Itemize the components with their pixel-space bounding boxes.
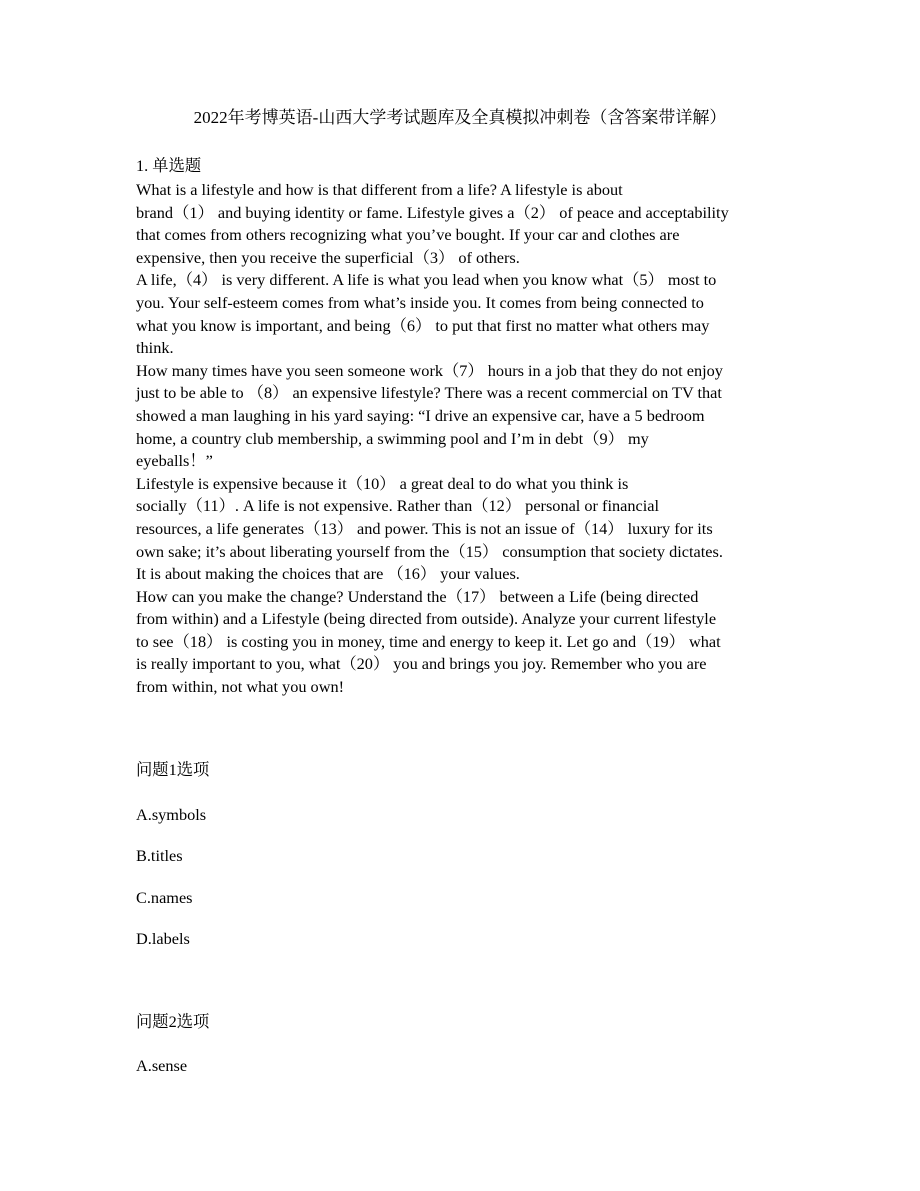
passage-line: just to be able to （8） an expensive lifestyle? There was a recent commercial on TV that [136, 383, 722, 403]
option-a: A.symbols [136, 805, 207, 824]
passage-line: brand（1） and buying identity or fame. Lifestyle gives a（2） of peace and acceptability [136, 202, 729, 222]
passage-line: to see（18） is costing you in money, time and energy to keep it. Let go and（19） what [136, 631, 721, 651]
passage-line: How can you make the change? Understand the（17） between a Life (being directed [136, 586, 699, 606]
passage-line: own sake; it’s about liberating yourself from the（15） consumption that society dictates. [136, 541, 723, 561]
passage-line: resources, a life generates（13） and power. This is not an issue of（14） luxury for its [136, 518, 713, 538]
passage-line: socially（11）. A life is not expensive. Rather than（12） personal or financial [136, 496, 659, 516]
sub-question-1-label: 问题1选项 [136, 760, 210, 779]
document-title: 2022年考博英语-山西大学考试题库及全真模拟冲刺卷（含答案带详解） [193, 108, 727, 127]
option-a: A.sense [136, 1056, 188, 1075]
option-d: D.labels [136, 929, 190, 948]
sub-question-2-label: 问题2选项 [136, 1012, 210, 1031]
passage-line: home, a country club membership, a swimming pool and I’m in debt（9） my [136, 428, 649, 448]
question-block [136, 153, 796, 699]
passage-line: showed a man laughing in his yard saying: “I drive an expensive car, have a 5 bedroom [136, 405, 705, 425]
passage-line: what you know is important, and being（6） to put that first no matter what others may [136, 315, 710, 335]
passage-line: It is about making the choices that are （16） your values. [136, 564, 520, 584]
passage-line: What is a lifestyle and how is that different from a life? A lifestyle is about [136, 180, 623, 199]
passage-line: expensive, then you receive the superficial（3） of others. [136, 247, 520, 267]
passage-line: you. Your self-esteem comes from what’s inside you. It comes from being connected to [136, 292, 704, 312]
passage-line: How many times have you seen someone work（7） hours in a job that they do not enjoy [136, 360, 723, 380]
passage-line: Lifestyle is expensive because it（10） a great deal to do what you think is [136, 473, 629, 493]
passage-line: think. [136, 338, 174, 358]
option-c: C.names [136, 888, 193, 907]
option-b: B.titles [136, 846, 183, 865]
passage-line: that comes from others recognizing what you’ve bought. If your car and clothes are [136, 225, 680, 245]
passage-line: is really important to you, what（20） you and brings you joy. Remember who you are [136, 654, 707, 674]
passage-line: A life,（4） is very different. A life is what you lead when you know what（5） most to [136, 270, 717, 290]
passage-line: from within, not what you own! [136, 677, 345, 697]
question-number: 1. 单选题 [136, 156, 202, 175]
passage-line: eyeballs！” [136, 451, 213, 471]
passage-line: from within) and a Lifestyle (being directed from outside). Analyze your current lifestyle [136, 609, 717, 629]
